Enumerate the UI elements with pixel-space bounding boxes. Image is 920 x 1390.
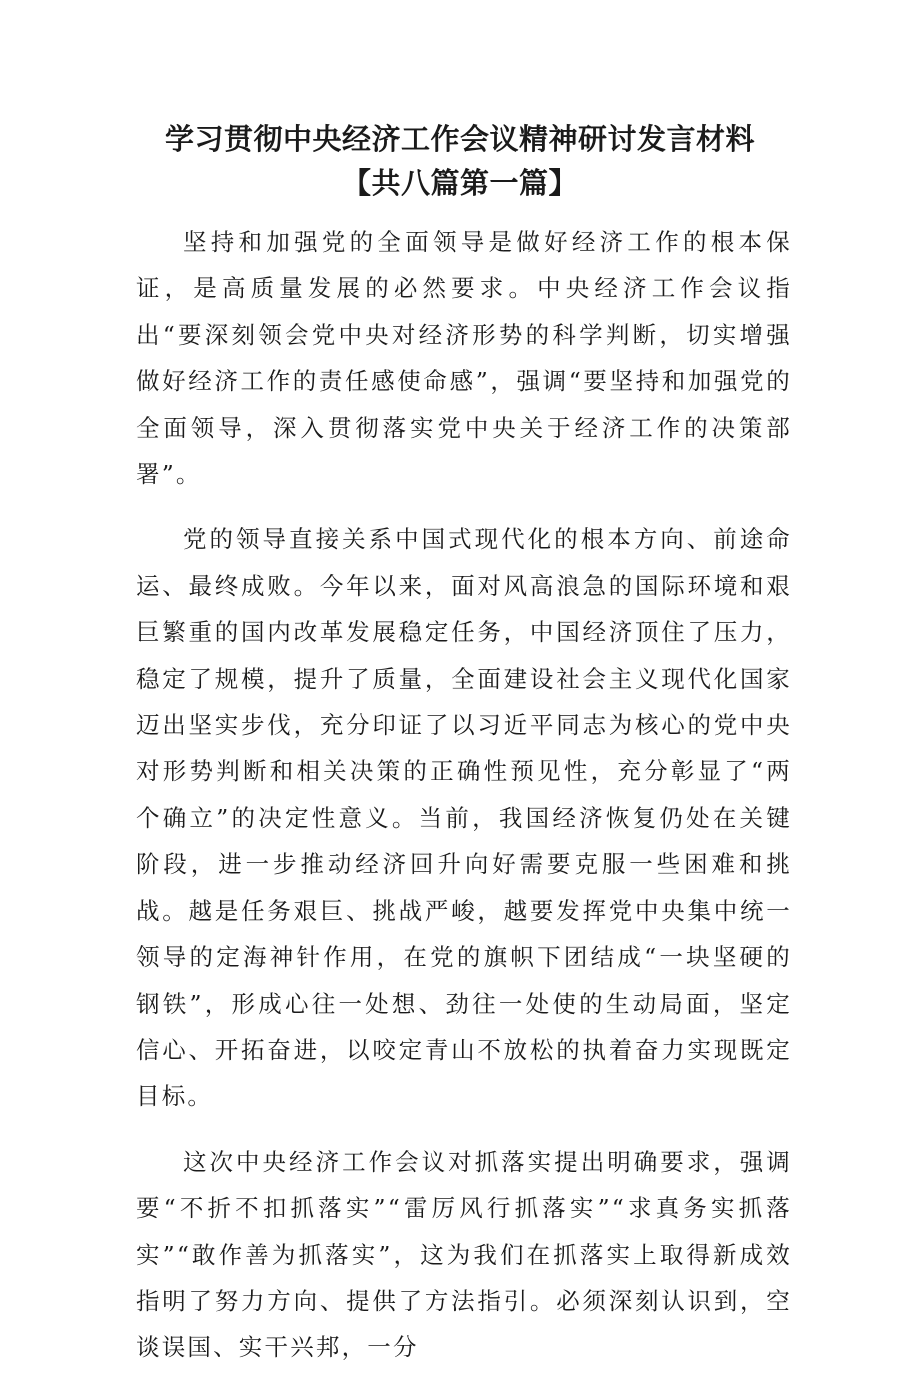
document-subtitle: 【共八篇第一篇】 — [341, 166, 578, 200]
paragraph-3: 这次中央经济工作会议对抓落实提出明确要求，强调要“不折不扣抓落实”“雷厉风行抓落实”“求真务实抓落实”“敢作善为抓落实”，这为我们在抓落实上取得新成效指明了努力方向、提供了方法指引。必须深刻认识到，空谈误国、实干兴邦，一分 — [136, 1147, 792, 1362]
document-title: 学习贯彻中央经济工作会议精神研讨发言材料 — [164, 122, 755, 156]
paragraph-2: 党的领导直接关系中国式现代化的根本方向、前途命运、最终成败。今年以来，面对风高浪急的国际环境和艰巨繁重的国内改革发展稳定任务，中国经济顶住了压力，稳定了规模，提升了质量，全面建设社会主义现代化国家迈出坚实步伐，充分印证了以习近平同志为核心的党中央对形势判断和相关决策的正确性预见性，充分彰显了“两个确立”的决定性意义。当前，我国经济恢复仍处在关键阶段，进一步推动经济回升向好需要克服一些困难和挑战。越是任务艰巨、挑战严峻，越要发挥党中央集中统一领导的定海神针作用，在党的旗帜下团结成“一块坚硬的钢铁”，形成心往一处想、劲往一处使的生动局面，坚定信心、开拓奋进，以咬定青山不放松的执着奋力实现既定目标。 — [136, 525, 792, 1111]
document-body — [136, 219, 792, 1390]
paragraph-1: 坚持和加强党的全面领导是做好经济工作的根本保证，是高质量发展的必然要求。中央经济工作会议指出“要深刻领会党中央对经济形势的科学判断，切实增强做好经济工作的责任感使命感”，强调“要坚持和加强党的全面领导，深入贯彻落实党中央关于经济工作的决策部署”。 — [136, 228, 792, 489]
